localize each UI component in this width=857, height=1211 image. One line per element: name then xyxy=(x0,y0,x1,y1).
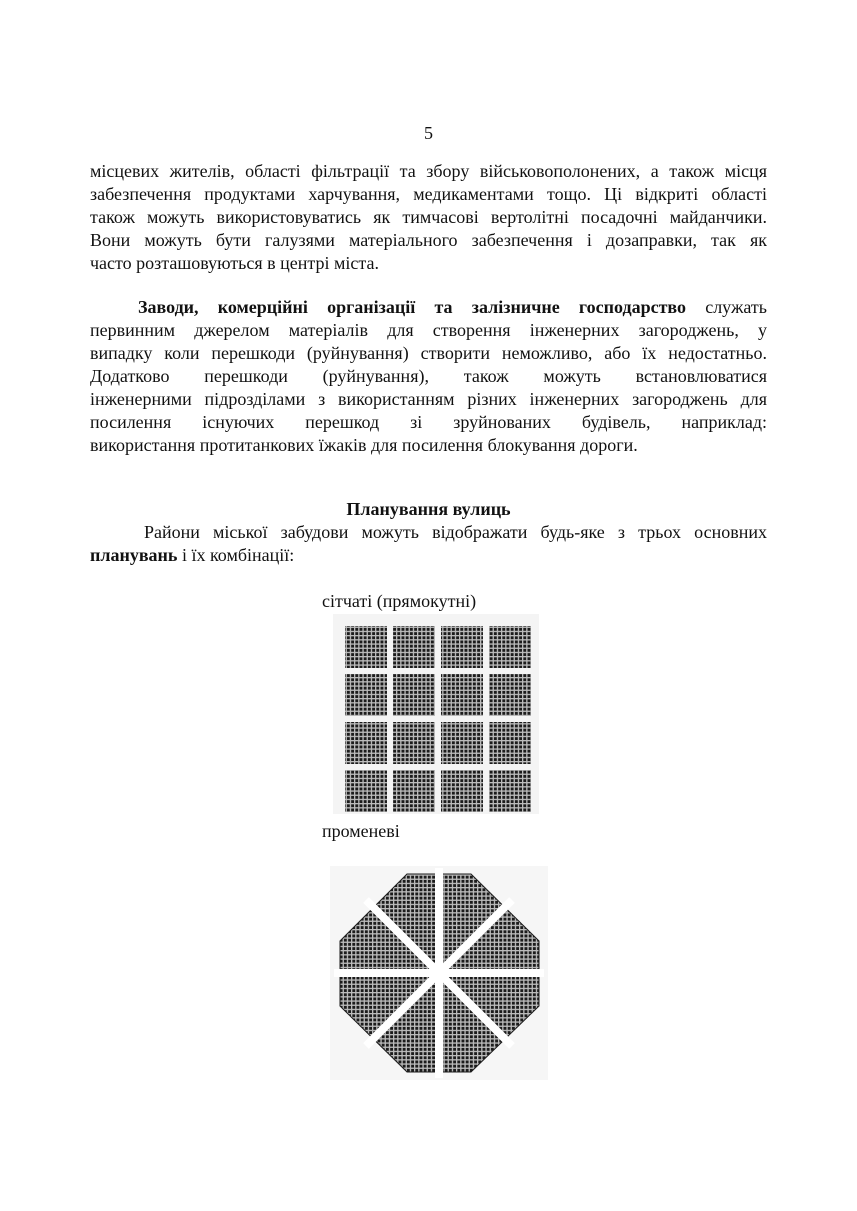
paragraph-2-bold-lead: Заводи, комерційні організації та залізничне господарство xyxy=(138,297,687,317)
paragraph-1 xyxy=(90,160,767,275)
city-block xyxy=(489,626,531,668)
paragraph-2-first-line xyxy=(90,296,767,319)
city-block xyxy=(393,626,435,668)
city-block xyxy=(345,626,387,668)
section-intro-rest: і їх комбінації: xyxy=(177,545,295,565)
paragraph-1-line: забезпечення продуктами харчування, медикаментами тощо. Ці відкриті області xyxy=(90,184,767,204)
paragraph-1-line: часто розташовуються в центрі міста. xyxy=(90,253,379,273)
city-block xyxy=(345,770,387,812)
paragraph-2-line: інженерними підрозділами з використанням різних інженерних загороджень для xyxy=(90,389,767,409)
city-block xyxy=(489,770,531,812)
section-intro-line-2 xyxy=(90,544,767,567)
paragraph-1-line: місцевих жителів, області фільтрації та збору військовополонених, а також місця xyxy=(90,161,767,181)
section-intro xyxy=(90,521,767,567)
city-block xyxy=(489,722,531,764)
city-block xyxy=(345,722,387,764)
section-intro-line: Райони міської забудови можуть відображати будь-яке з трьох основних xyxy=(144,522,767,542)
paragraph-2-line: Додатково перешкоди (руйнування), також можуть встановлюватися xyxy=(90,366,767,386)
section-heading: Планування вулиць xyxy=(346,499,511,519)
paragraph-1-line: також можуть використовуватись як тимчасові вертолітні посадочні майданчики. xyxy=(90,207,767,227)
grid-street-layout-figure xyxy=(333,614,539,814)
city-block xyxy=(441,722,483,764)
paragraph-2-line: використання протитанкових їжаків для посилення блокування дороги. xyxy=(90,435,638,455)
page-number: 5 xyxy=(424,123,433,143)
paragraph-2-line: первинним джерелом матеріалів для створення інженерних загороджень, у xyxy=(90,320,767,340)
section-intro-bold: планувань xyxy=(90,545,178,565)
city-block xyxy=(441,674,483,716)
city-block xyxy=(393,674,435,716)
central-square xyxy=(430,964,448,982)
paragraph-2-line: посилення існуючих перешкод зі зруйнованих будівель, наприклад: xyxy=(90,412,767,432)
grid-caption: сітчаті (прямокутні) xyxy=(322,591,477,611)
city-block xyxy=(489,674,531,716)
city-block xyxy=(441,770,483,812)
paragraph-2 xyxy=(90,296,767,457)
city-block xyxy=(393,722,435,764)
city-block xyxy=(345,674,387,716)
paragraph-2-line: випадку коли перешкоди (руйнування) створити неможливо, або їх недостатньо. xyxy=(90,343,767,363)
city-block xyxy=(393,770,435,812)
city-block xyxy=(441,626,483,668)
radial-street-layout-figure xyxy=(330,866,548,1080)
radial-caption: променеві xyxy=(322,821,400,841)
paragraph-1-line: Вони можуть бути галузями матеріального забезпечення і дозаправки, так як xyxy=(90,230,767,250)
paragraph-2-line1-rest: служать xyxy=(686,297,767,317)
